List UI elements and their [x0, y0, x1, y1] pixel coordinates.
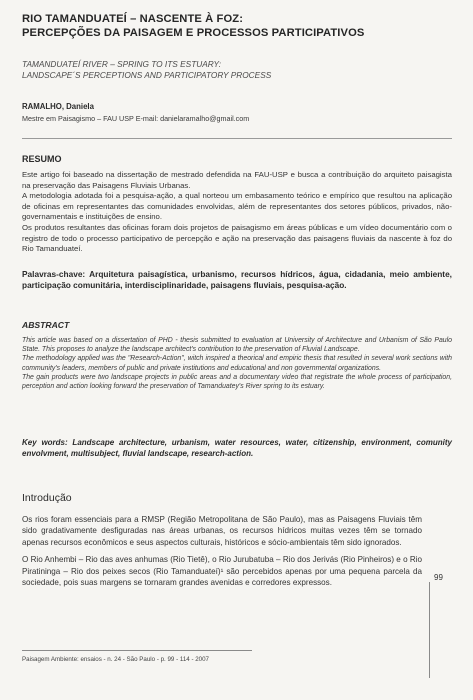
author-name: RAMALHO, Daniela [22, 102, 94, 111]
resumo-body [22, 170, 452, 255]
abstract-heading: ABSTRACT [22, 320, 70, 330]
intro-body [22, 514, 422, 594]
section-divider [22, 138, 452, 139]
resumo-paragraph: Este artigo foi baseado na dissertação de mestrado defendida na FAU-USP e busca a contribuição do arquiteto paisagista na preservação das Paisagens Fluviais Urbanas. [22, 170, 452, 190]
page-number: 99 [434, 573, 443, 582]
resumo-paragraph: A metodologia adotada foi a pesquisa-ação, a qual norteou um embasamento teórico e empírico que resultou na aplicação de oficinas em representantes das comunidades envolvidas, além de representantes dos setores públicos, privados, não-governamentais e instituições de ensino. [22, 191, 452, 222]
resumo-heading: RESUMO [22, 154, 62, 164]
abstract-paragraph: The gain products were two landscape projects in public areas and a documentary video that registrate the whole process of participation, perception and action looking forward the preservation of Tamanduatey's River spring to its estuary. [22, 373, 452, 391]
article-title [22, 12, 442, 40]
footer-divider [22, 650, 252, 651]
english-title [22, 59, 442, 81]
intro-paragraph: O Rio Anhembi – Rio das aves anhumas (Rio Tietê), o Rio Jurubatuba – Rio dos Jerivás (Rio Pinheiros) e o Rio Piratininga – Rio dos peixes secos (Rio Tamanduateí)¹ são percebidos apenas por uma pequena parcela da sociedade, pois suas margens se tornaram grandes avenidas e corredores expressos. [22, 555, 422, 588]
en-title-line: LANDSCAPE´S PERCEPTIONS AND PARTICIPATORY PROCESS [22, 70, 272, 80]
key-words: Key words: Landscape architecture, urbanism, water resources, water, citizenship, environment, comunity envolvment, multisubject, fluvial landscape, research-action. [22, 438, 452, 458]
intro-paragraph: Os rios foram essenciais para a RMSP (Região Metropolitana de São Paulo), mas as Paisagens Fluviais têm sido gradativamente desfiguradas nas áreas urbanas, os recursos hídricos muitas vezes têm se tornado apenas recursos econômicos e seus aspectos culturais, históricos e sócio-ambientais têm sido ignorados. [22, 515, 422, 547]
author-affiliation: Mestre em Paisagismo – FAU USP E-mail: danielaramalho@gmail.com [22, 114, 250, 123]
palavras-chave: Palavras-chave: Arquitetura paisagística, urbanismo, recursos hídricos, água, cidadania, meio ambiente, participação comunitária, interdisciplinaridade, paisagens fluviais, pesquisa-ação. [22, 269, 452, 290]
abstract-paragraph: This article was based on a dissertation of PHD - thesis submitted to evaluation at University of Architecture and Urbanism of São Paulo State. This proposes to analyze the landscape architect's contribution to the preservation of Fluvial Landscape. [22, 337, 452, 354]
title-line: RIO TAMANDUATEÍ – NASCENTE À FOZ: [22, 13, 244, 25]
margin-rule [429, 582, 430, 678]
abstract-paragraph: The methodology applied was the "Research-Action", witch inspired a theorical and empiric thesis that resulted in several work sections with community's leaders, members of public and private institutions and educational and non governmental organizations. [22, 355, 452, 372]
resumo-paragraph: Os produtos resultantes das oficinas foram dois projetos de paisagismo em áreas públicas e um vídeo documentário com o registro de todo o processo participativo de percepção e ação na preservação das paisagens fluviais da nascente à foz do Rio Tamanduateí. [22, 222, 452, 254]
en-title-line: TAMANDUATEÍ RIVER – SPRING TO ITS ESTUARY: [22, 59, 221, 69]
abstract-body [22, 336, 452, 391]
title-line: PERCEPÇÕES DA PAISAGEM E PROCESSOS PARTICIPATIVOS [22, 27, 365, 39]
journal-footer: Paisagem Ambiente: ensaios - n. 24 - São Paulo - p. 99 - 114 - 2007 [22, 656, 209, 663]
intro-heading: Introdução [22, 492, 72, 504]
